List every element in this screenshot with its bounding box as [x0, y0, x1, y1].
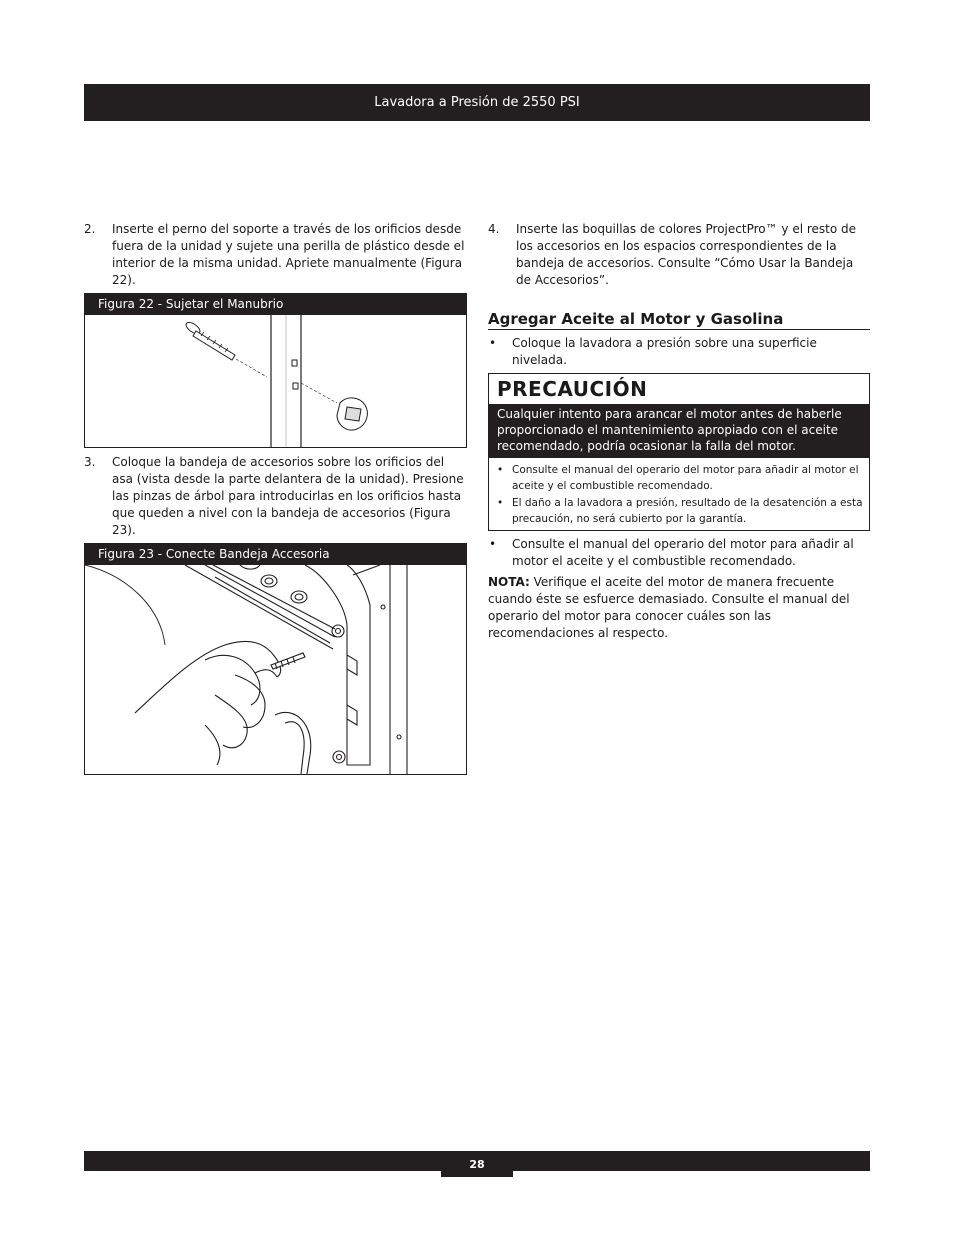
section-heading: Agregar Aceite al Motor y Gasolina	[488, 311, 870, 330]
figure-22-illustration	[85, 315, 466, 447]
caution-message: Cualquier intento para arancar el motor antes de haberle proporcionado el mantenimiento apropiado con el aceite recomendado, podría ocasionar la falla del motor.	[489, 404, 869, 458]
left-column	[84, 221, 467, 781]
figure-23	[84, 543, 467, 775]
right-column	[488, 221, 870, 642]
caution-title: PRECAUCIÓN	[497, 377, 648, 401]
note-text: Verifique el aceite del motor de manera frecuente cuando éste se esfuerce demasiado. Consulte el manual del operario del motor para conocer cuáles son las recomendaciones al respecto.	[488, 575, 850, 640]
caution-item	[497, 462, 865, 494]
step-number: 4.	[488, 222, 500, 236]
step-number: 2.	[84, 222, 96, 236]
header-bar	[84, 84, 870, 121]
bullet-dot: •	[497, 464, 504, 476]
figure-23-illustration	[85, 565, 466, 774]
step-2	[84, 221, 467, 289]
note-paragraph	[488, 574, 870, 642]
bullet-item	[488, 536, 870, 570]
page-number: 28	[441, 1151, 513, 1177]
step-3	[84, 454, 467, 539]
step-number: 3.	[84, 455, 96, 469]
bullet-dot: •	[497, 497, 504, 509]
step-4	[488, 221, 870, 289]
bullet-text: Coloque la lavadora a presión sobre una superficie nivelada.	[512, 336, 817, 367]
step-text: Coloque la bandeja de accesorios sobre los orificios del asa (vista desde la parte delantera de la unidad). Presione las pinzas de árbol para introducirlas en los orificios hasta que queden a nivel con la bandeja de accesorios (Figura 23).	[112, 455, 464, 537]
caution-item-text: Consulte el manual del operario del motor para añadir al motor el aceite y el combustible recomendado.	[512, 464, 859, 492]
figure-caption: Figura 22 - Sujetar el Manubrio	[85, 294, 466, 315]
figure-caption: Figura 23 - Conecte Bandeja Accesoria	[85, 544, 466, 565]
bullet-text: Consulte el manual del operario del motor para añadir al motor el aceite y el combustible recomendado.	[512, 537, 854, 568]
caution-list	[489, 458, 869, 530]
step-text: Inserte el perno del soporte a través de los orificios desde fuera de la unidad y sujete una perilla de plástico desde el interior de la misma unidad. Apriete manualmente (Figura 22).	[112, 222, 465, 287]
caution-item	[497, 495, 865, 527]
bullet-item	[488, 335, 870, 369]
caution-item-text: El daño a la lavadora a presión, resultado de la desatención a esta precaución, no será cubierto por la garantía.	[512, 497, 863, 525]
caution-box	[488, 373, 870, 531]
step-text: Inserte las boquillas de colores ProjectPro™ y el resto de los accesorios en los espacios correspondientes de la bandeja de accesorios. Consulte “Cómo Usar la Bandeja de Accesorios”.	[516, 222, 857, 287]
bullet-dot: •	[489, 537, 497, 551]
figure-22	[84, 293, 467, 448]
page-header-title: Lavadora a Presión de 2550 PSI	[374, 95, 580, 110]
note-label: NOTA:	[488, 575, 530, 589]
bullet-dot: •	[489, 336, 497, 350]
